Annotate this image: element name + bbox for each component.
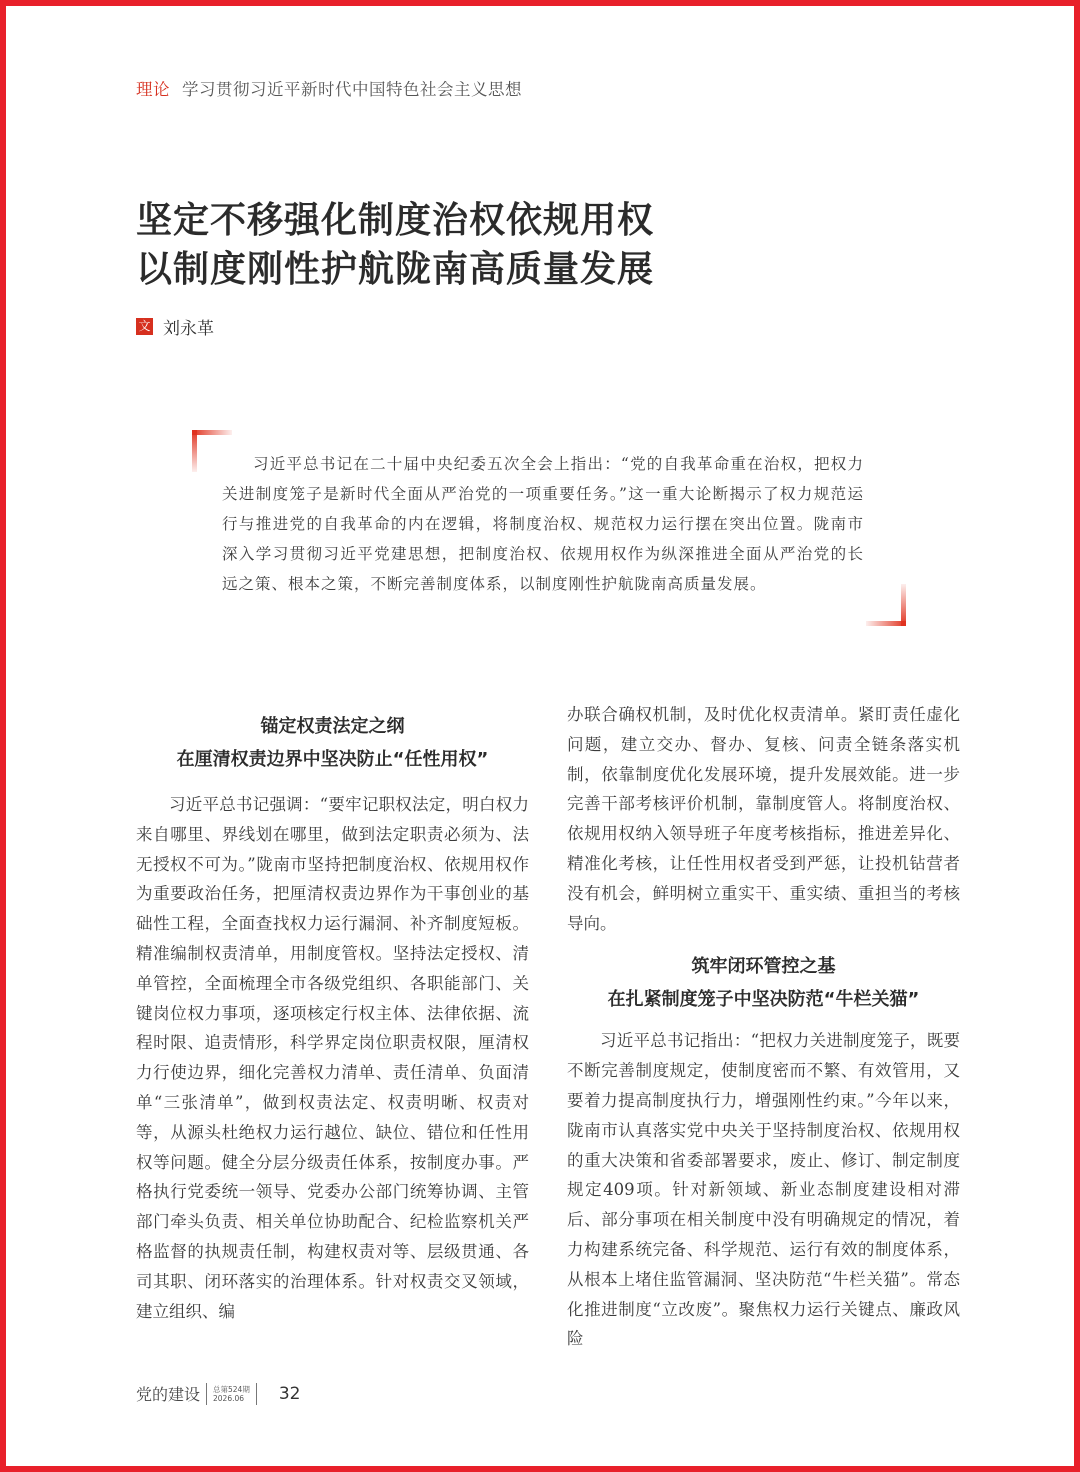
- section-2-body: 习近平总书记指出：“把权力关进制度笼子，既要不断完善制度规定，使制度密而不繁、有效管用，又要着力提高制度执行力，增强刚性约束。”今年以来，陇南市认真落实党中央关于坚持制度治权、依规用权的重大决策和省委部署要求，废止、修订、制定制度规定409项。针对新领域、新业态制度建设相对滞后、部分事项在相关制度中没有明确规定的情况，着力构建系统完备、科学规范、运行有效的制度体系，从根本上堵住监管漏洞、坚决防范“牛栏关猫”。常态化推进制度“立改废”。聚焦权力运行关键点、廉政风险: [567, 1031, 960, 1349]
- byline-mark: 文: [136, 318, 153, 335]
- section-1-body: 习近平总书记强调：“要牢记职权法定，明白权力来自哪里、界线划在哪里，做到法定职责必须为、法无授权不可为。”陇南市坚持把制度治权、依规用权作为重要政治任务，把厘清权责边界作为干事创业的基础性工程，全面查找权力运行漏洞、补齐制度短板。精准编制权责清单，用制度管权。坚持法定授权、清单管控，全面梳理全市各级党组织、各职能部门、关键岗位权力事项，逐项核定行权主体、法律依据、流程时限、追责情形，科学界定岗位职责权限，厘清权力行使边界，细化完善权力清单、责任清单、负面清单“三张清单”，做到权责法定、权责明晰、权责对等，从源头杜绝权力运行越位、缺位、错位和任性用权等问题。健全分层分级责任体系，按制度办事。严格执行党委统一领导、党委办公部门统筹协调、主管部门牵头负责、相关单位协助配合、纪检监察机关严格监督的执规责任制，构建权责对等、层级贯通、各司其职、闭环落实的治理体系。针对权责交叉领域，建立组织、编: [136, 795, 529, 1321]
- page-footer: [136, 1382, 300, 1405]
- section-2-heading: [567, 950, 960, 1016]
- section-1-heading: [136, 710, 529, 776]
- section-2-heading-line-2: 在扎紧制度笼子中坚决防范“牛栏关猫”: [607, 989, 920, 1011]
- quote-corner-bottom-right-vertical: [901, 584, 906, 626]
- section-2-heading-line-1: 筑牢闭环管控之基: [691, 956, 836, 978]
- quote-corner-top-left: [192, 430, 232, 435]
- article-title: [136, 196, 654, 294]
- column-right: [567, 700, 960, 1354]
- section-1-continuation: 办联合确权机制，及时优化权责清单。紧盯责任虚化问题，建立交办、督办、复核、问责全链条落实机制，依靠制度优化发展环境，提升发展效能。进一步完善干部考核评价机制，靠制度管人。将制度治权、依规用权纳入领导班子年度考核指标，推进差异化、精准化考核，让任性用权者受到严惩，让投机钻营者没有机会，鲜明树立重实干、重实绩、重担当的考核导向。: [567, 705, 960, 933]
- page-number: 32: [278, 1383, 301, 1404]
- author-name: 刘永革: [163, 319, 214, 339]
- issue-info: [213, 1385, 250, 1403]
- magazine-name: 党的建设: [136, 1385, 201, 1404]
- footer-divider: [206, 1383, 207, 1405]
- footer-divider-2: [256, 1383, 257, 1405]
- quote-corner-top-left-vertical: [192, 430, 197, 472]
- title-line-2: 以制度刚性护航陇南高质量发展: [136, 249, 655, 290]
- issue-date: 2026.06: [213, 1393, 245, 1403]
- column-left: [136, 710, 529, 1326]
- section-1-heading-line-1: 锚定权责法定之纲: [260, 716, 405, 737]
- section-label: 理论: [136, 80, 170, 99]
- byline: [136, 314, 214, 339]
- section-subtitle: 学习贯彻习近平新时代中国特色社会主义思想: [182, 80, 522, 99]
- section-1-heading-line-2: 在厘清权责边界中坚决防止“任性用权”: [176, 749, 489, 770]
- quote-corner-bottom-right: [866, 621, 906, 626]
- running-header: [136, 76, 522, 100]
- issue-number: 总第524期: [213, 1384, 250, 1394]
- title-line-1: 坚定不移强化制度治权依规用权: [136, 200, 655, 241]
- article-abstract: 习近平总书记在二十届中央纪委五次全会上指出：“党的自我革命重在治权，把权力关进制度笼子是新时代全面从严治党的一项重要任务。”这一重大论断揭示了权力规范运行与推进党的自我革命的内在逻辑，将制度治权、规范权力运行摆在突出位置。陇南市深入学习贯彻习近平党建思想，把制度治权、依规用权作为纵深推进全面从严治党的长远之策、根本之策，不断完善制度体系，以制度刚性护航陇南高质量发展。: [222, 455, 864, 593]
